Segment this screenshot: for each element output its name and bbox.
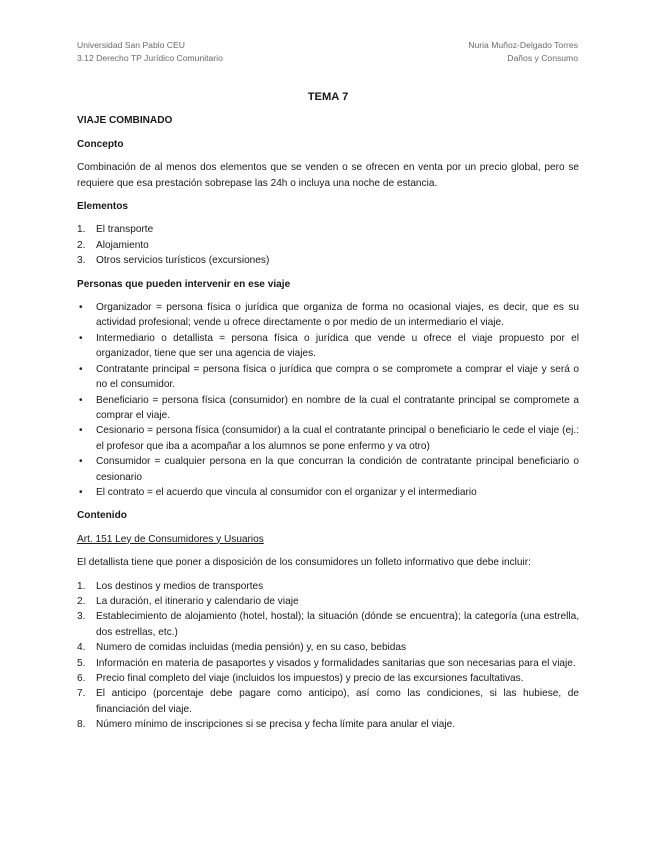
list-item	[77, 331, 579, 362]
elementos-list	[77, 222, 579, 268]
subject-name: Daños y Consumo	[507, 52, 578, 63]
list-item	[77, 579, 579, 594]
list-item	[77, 609, 579, 640]
list-item-text: El contrato = el acuerdo que vincula al consumidor con el organizar y el intermediario	[96, 486, 477, 498]
list-item	[77, 300, 579, 331]
list-number: 2.	[77, 239, 86, 251]
law-reference: Art. 151 Ley de Consumidores y Usuarios	[77, 533, 264, 545]
list-item-text: Otros servicios turísticos (excursiones)	[96, 255, 270, 267]
list-item-text: Información en materia de pasaportes y visados y formalidades sanitarias que son necesarias para el viaje.	[96, 657, 576, 669]
list-number: 1.	[77, 580, 86, 592]
author-name: Nuria Muñoz-Delgado Torres	[468, 40, 578, 50]
list-item-text: Cesionario = persona física (consumidor) a la cual el contratante principal o beneficiario le cede el viaje (ej.: el profesor que iba a acompañar a los alumnos se pone enfermo y va otro)	[96, 425, 579, 452]
concepto-heading: Concepto	[77, 138, 124, 150]
bullet-icon: •	[79, 394, 83, 406]
list-number: 5.	[77, 657, 86, 669]
list-item-text: Beneficiario = persona física (consumidor) en nombre de la cual el contratante principal se compromete a comprar el viaje.	[96, 394, 579, 421]
list-item	[77, 671, 579, 686]
list-item-text: Número mínimo de inscripciones si se precisa y fecha límite para anular el viaje.	[96, 719, 456, 731]
list-number: 8.	[77, 719, 86, 731]
list-item	[77, 686, 579, 717]
page-title: TEMA 7	[307, 91, 349, 103]
list-number: 6.	[77, 673, 86, 684]
list-item-text: Consumidor = cualquier persona en la que concurran la condición de contratante principal beneficiario o cesionario	[96, 456, 579, 483]
list-item-text: Contratante principal = persona física o jurídica que compra o se compromete a comprar el viaje y será o no el consumidor.	[96, 363, 579, 391]
list-item	[77, 253, 579, 268]
concepto-text: Combinación de al menos dos elementos que se venden o se ofrecen en venta por un precio global, pero se requiere que esa prestación sobrepase las 24h o incluya una noche de estancia.	[77, 162, 579, 189]
list-item-text: El transporte	[96, 224, 154, 236]
list-item-text: La duración, el itinerario y calendario de viaje	[96, 595, 299, 607]
list-item-text: Organizador = persona física o jurídica que organiza de forma no ocasional viajes, es decir, que es su actividad profesional; vende u ofrece directamente o por medio de un intermediario el viaje.	[96, 302, 579, 329]
personas-list	[77, 300, 579, 500]
contenido-heading: Contenido	[77, 510, 127, 522]
list-item-text: El anticipo (porcentaje debe pagare como anticipo), así como las condiciones, si las hubiese, de financiación del viaje.	[96, 688, 579, 715]
section-title: VIAJE COMBINADO	[77, 115, 173, 127]
list-item-text: Los destinos y medios de transportes	[96, 580, 264, 592]
list-item-text: Intermediario o detallista = persona física o jurídica que vende u ofrece el viaje propuesto por el organizador, tiene que ser una agencia de viajes.	[96, 332, 579, 360]
list-item-text: Numero de comidas incluidas (media pensión) y, en su caso, bebidas	[96, 642, 407, 654]
list-item	[77, 393, 579, 424]
university-name: Universidad San Pablo CEU	[77, 40, 185, 50]
list-item	[77, 423, 579, 454]
list-item-text: Alojamiento	[96, 239, 149, 251]
bullet-icon: •	[79, 456, 83, 468]
list-number: 3.	[77, 611, 86, 623]
list-number: 2.	[77, 595, 86, 607]
list-number: 3.	[77, 255, 86, 267]
personas-heading: Personas que pueden intervenir en ese viaje	[77, 278, 291, 290]
course-name: 3.12 Derecho TP Jurídico Comunitario	[77, 52, 223, 63]
list-item-text: Establecimiento de alojamiento (hotel, hostal); la situación (dónde se encuentra); la categoría (una estrella, dos estrellas, etc.)	[96, 611, 579, 638]
list-item	[77, 640, 579, 655]
bullet-icon: •	[79, 363, 83, 375]
list-item	[77, 362, 579, 393]
elementos-heading: Elementos	[77, 201, 129, 213]
contenido-list	[77, 579, 579, 733]
bullet-icon: •	[79, 486, 83, 498]
list-item	[77, 717, 579, 732]
list-item	[77, 485, 579, 500]
contenido-intro: El detallista tiene que poner a disposición de los consumidores un folleto informativo que debe incluir:	[77, 557, 531, 569]
list-item	[77, 222, 579, 237]
header-right	[468, 39, 578, 64]
bullet-icon: •	[79, 332, 83, 344]
list-number: 4.	[77, 642, 86, 654]
list-number: 7.	[77, 688, 86, 700]
document-body	[77, 90, 579, 741]
list-item	[77, 238, 579, 253]
header-left	[77, 39, 223, 64]
list-item	[77, 454, 579, 485]
bullet-icon: •	[79, 425, 83, 437]
list-item	[77, 594, 579, 609]
bullet-icon: •	[79, 302, 83, 314]
list-item-text: Precio final completo del viaje (incluidos los impuestos) y precio de las excursiones facultativas.	[96, 673, 524, 684]
list-item	[77, 656, 579, 671]
list-number: 1.	[77, 224, 86, 236]
